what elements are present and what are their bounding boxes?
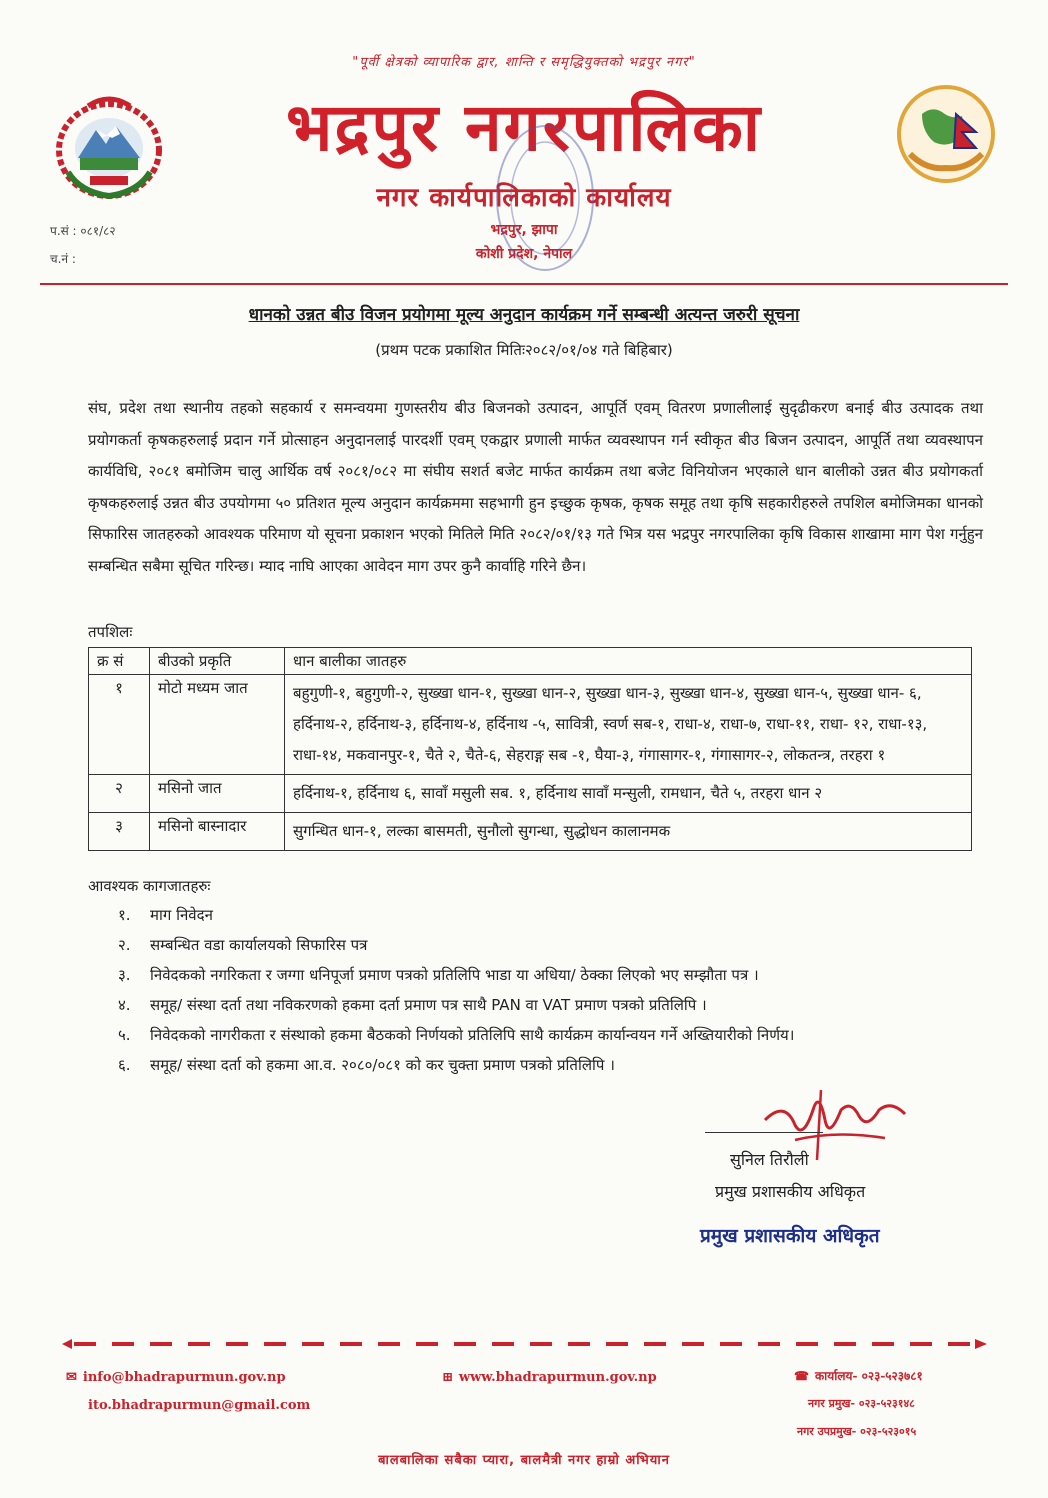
schedule-label: तपशिलः	[88, 623, 133, 641]
footer-phone-deputy: नगर उपप्रमुख- ०२३-५२३०१५	[797, 1425, 917, 1438]
footer-phone-office: ☎ कार्यालय- ०२३-५२३७८१	[794, 1369, 923, 1383]
item-text: निवेदकको नागरीकता र संस्थाको हकमा बैठकको निर्णयको प्रतिलिपि साथै कार्यक्रम कार्यान्वयन गर्ने अख्तियारीको निर्णय।	[150, 1026, 795, 1044]
web-icon: ⊞	[442, 1370, 453, 1385]
row-number: २	[89, 775, 150, 813]
footer-email-secondary: ito.bhadrapurmun@gmail.com	[88, 1398, 311, 1413]
footer-phone-mayor: नगर प्रमुख- ०२३-५२३१४८	[808, 1397, 915, 1410]
phone-icon: ☎	[794, 1369, 809, 1383]
signatory-name: सुनिल तिरौली	[730, 1150, 809, 1169]
item-number: ४.	[118, 996, 131, 1014]
seed-nature: मोटो मध्यम जात	[150, 675, 285, 775]
item-number: ६.	[118, 1056, 131, 1074]
table-row	[89, 813, 972, 851]
documents-list	[118, 900, 794, 1080]
office-seal-icon	[490, 118, 600, 278]
item-text: माग निवेदन	[150, 906, 213, 924]
item-number: ३.	[118, 966, 131, 984]
signatory-stamp: प्रमुख प्रशासकीय अधिकृत	[700, 1225, 880, 1247]
header-divider	[40, 283, 1008, 285]
column-header: धान बालीका जातहरु	[285, 648, 972, 675]
seed-nature: मसिनो जात	[150, 775, 285, 813]
column-header: बीउको प्रकृति	[150, 648, 285, 675]
list-item	[118, 960, 794, 990]
slogan: "पूर्वी क्षेत्रको व्यापारिक द्वार, शान्ति र समृद्धियुक्तको भद्रपुर नगर"	[352, 55, 696, 70]
item-number: ५.	[118, 1026, 131, 1044]
list-item	[118, 990, 794, 1020]
footer-divider	[62, 1337, 987, 1351]
item-number: १.	[118, 906, 131, 924]
rice-varieties-table	[88, 647, 972, 851]
rice-varieties: सुगन्धित धान-१, लल्का बासमती, सुनौलो सुगन्धा, सुद्धोधन कालानमक	[285, 813, 972, 851]
office-name: नगर कार्यपालिकाको कार्यालय	[376, 183, 672, 213]
rice-varieties: बहुगुणी-१, बहुगुणी-२, सुख्खा धान-१, सुख्खा धान-२, सुख्खा धान-३, सुख्खा धान-४, सुख्खा धान-५, सुख्खा धान- ६, हर्दिनाथ-२, हर्दिनाथ-३, हर्दिनाथ-४, हर्दिनाथ -५, सावित्री, स्वर्ण सब-१, राधा-४, राधा-७, राधा-११, राधा- १२, राधा-१३, राधा-१४, मकवानपुर-१, चैते २, चैते-६, सेहराङ्ग सब -१, घैया-३, गंगासागर-१, गंगासागर-२, लोकतन्त्र, तरहरा १	[285, 675, 972, 775]
email-icon: ✉	[66, 1370, 77, 1385]
item-text: सम्बन्धित वडा कार्यालयको सिफारिस पत्र	[150, 936, 368, 954]
list-item	[118, 930, 794, 960]
row-number: १	[89, 675, 150, 775]
notice-body: संघ, प्रदेश तथा स्थानीय तहको सहकार्य र समन्वयमा गुणस्तरीय बीउ बिजनको उत्पादन, आपूर्ति एवम् वितरण प्रणालीलाई सुदृढीकरण बनाई बीउ उत्पादक तथा प्रयोगकर्ता कृषकहरुलाई प्रदान गर्ने प्रोत्साहन अनुदानलाई पारदर्शी एवम् एकद्वार प्रणाली मार्फत व्यवस्थापन गर्न स्वीकृत बीउ बिजन उत्पादन, आपूर्ति तथा व्यवस्थापन कार्यविधि, २०८१ बमोजिम चालु आर्थिक वर्ष २०८१/०८२ मा संघीय सशर्त बजेट मार्फत कार्यक्रम तथा बजेट विनियोजन भएकाले धान बालीको उन्नत बीउ प्रयोगकर्ता कृषकहरुलाई उन्नत बीउ उपयोगमा ५० प्रतिशत मूल्य अनुदान कार्यक्रममा सहभागी हुन इच्छुक कृषक, कृषक समूह तथा कृषि सहकारीहरुले तपशिल बमोजिमका धानको सिफारिस जातहरुको आवश्यक परिमाण यो सूचना प्रकाशन भएको मितिले मिति २०८२/०१/१३ गते भित्र यस भद्रपुर नगरपालिका कृषि विकास शाखामा माग पेश गर्नुहुन सम्बन्धित सबैमा सूचित गरिन्छ। म्याद नाघि आएका आवेदन माग उपर कुनै कार्वाहि गरिने छैन।	[88, 399, 983, 575]
item-text: समूह/ संस्था दर्ता तथा नविकरणको हकमा दर्ता प्रमाण पत्र साथै PAN वा VAT प्रमाण पत्रको प्रतिलिपि ।	[150, 996, 707, 1014]
list-item	[118, 1050, 794, 1080]
address-line2: कोशी प्रदेश, नेपाल	[475, 246, 573, 262]
signatory-title: प्रमुख प्रशासकीय अधिकृत	[715, 1182, 866, 1201]
table-header-row	[89, 648, 972, 675]
rice-varieties: हर्दिनाथ-१, हर्दिनाथ ६, सावाँ मसुली सब. १, हर्दिनाथ सावाँ मन्सुली, रामधान, चैते ५, तरहरा धान २	[285, 775, 972, 813]
seed-nature: मसिनो बास्नादार	[150, 813, 285, 851]
footer-email-primary: ✉ info@bhadrapurmun.gov.np	[66, 1370, 286, 1385]
table-row	[89, 675, 972, 775]
signature-line	[705, 1132, 823, 1133]
footer-slogan: बालबालिका सबैका प्यारा, बालमैत्री नगर हाम्रो अभियान	[378, 1453, 670, 1468]
list-item	[118, 1020, 794, 1050]
org-name: भद्रपुर नगरपालिका	[286, 89, 762, 166]
address-line1: भद्रपुर, झापा	[490, 222, 558, 238]
documents-heading: आवश्यक कागजातहरुः	[88, 877, 211, 895]
footer-website: ⊞ www.bhadrapurmun.gov.np	[442, 1370, 657, 1385]
reference-number: प.सं : ०८१/८२	[50, 224, 116, 238]
column-header: क्र सं	[89, 648, 150, 675]
row-number: ३	[89, 813, 150, 851]
dispatch-number: च.नं :	[50, 252, 76, 266]
published-date: (प्रथम पटक प्रकाशित मितिः२०८२/०१/०४ गते बिहिबार)	[375, 341, 673, 359]
notice-subject: धानको उन्नत बीउ विजन प्रयोगमा मूल्य अनुदान कार्यक्रम गर्ने सम्बन्धी अत्यन्त जरुरी सूचना	[248, 305, 800, 325]
list-item	[118, 900, 794, 930]
item-text: निवेदकको नगरिकता र जग्गा धनिपूर्जा प्रमाण पत्रको प्रतिलिपि भाडा या अधिया/ ठेक्का लिएको भए सम्झौता पत्र ।	[150, 966, 759, 984]
item-number: २.	[118, 936, 131, 954]
table-row	[89, 775, 972, 813]
item-text: समूह/ संस्था दर्ता को हकमा आ.व. २०८०/०८१ को कर चुक्ता प्रमाण पत्रको प्रतिलिपि ।	[150, 1056, 615, 1074]
